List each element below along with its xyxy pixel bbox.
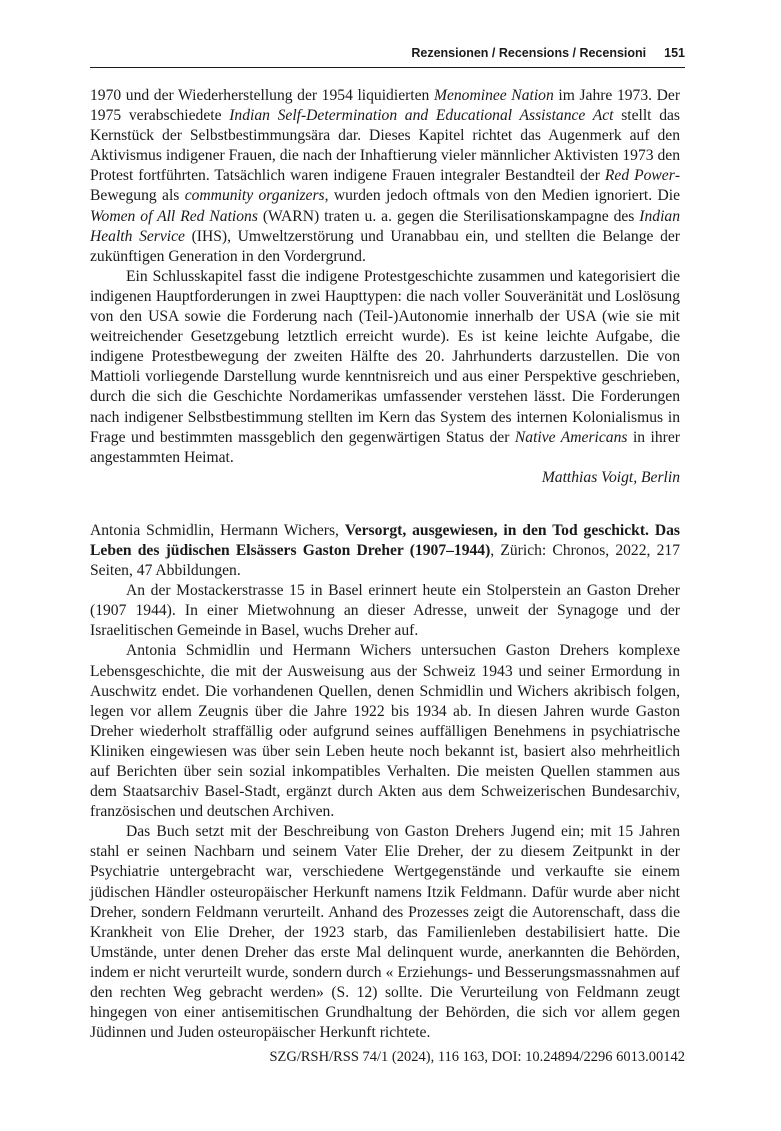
review1-paragraph-1: 1970 und der Wiederherstellung der 1954 liquidierten Menominee Nation im Jahre 1973. Der 1975 verabschiedete Indian Self-Determination and Educational Assistance Act stellt das Kernstück der Selbstbestimmungsära dar. Dieses Kapitel richtet das Augenmerk auf den Aktivismus indigener Frauen, die nach der Inhaftierung vieler männlicher Aktivisten 1973 den Protest fortführten. Tatsächlich waren indigene Frauen integraler Bestandteil der Red Power-Bewegung als community organizers, wurden jedoch oftmals von den Medien ignoriert. Die Women of All Red Nations (WARN) traten u. a. gegen die Sterilisationskampagne des Indian Health Service (IHS), Umweltzerstörung und Uranabbau ein, und stellten die Belange der zukünftigen Generation in den Vordergrund. bbox=[90, 87, 681, 265]
review2-paragraph-2: Antonia Schmidlin und Hermann Wichers untersuchen Gaston Drehers komplexe Lebensgeschichte, die mit der Ausweisung aus der Schweiz 1943 und seiner Ermordung in Auschwitz endet. Die vorhandenen Quellen, denen Schmidlin und Wichers akribisch folgen, legen vor allem Zeugnis über die Jahre 1922 bis 1934 ab. In diesen Jahren wurde Gaston Dreher wiederholt straffällig oder aufgrund seines auffälligen Benehmens in psychiatrische Kliniken eingewiesen was über sein Leben heute noch bekannt ist, basiert also mehrheitlich auf Berichten über sein sozial inkompatibles Verhalten. Die meisten Quellen stammen aus dem Staatsarchiv Basel-Stadt, ergänzt durch Akten aus dem Schweizerischen Bundesarchiv, französischen und deutschen Archiven. bbox=[90, 642, 680, 821]
review2-paragraph-1: An der Mostackerstrasse 15 in Basel erinnert heute ein Stolperstein an Gaston Dreher (1907 1944). In einer Mietwohnung an dieser Adresse, unweit der Synagoge und der Israelitischen Gemeinde in Basel, wuchs Dreher auf. bbox=[90, 582, 680, 640]
page-number: 151 bbox=[664, 46, 685, 60]
book-title: Versorgt, ausgewiesen, in den Tod geschickt. Das Leben des jüdischen Elsässers Gaston Dreher (1907–1944) bbox=[90, 521, 680, 559]
review1-paragraph-2: Ein Schlusskapitel fasst die indigene Protestgeschichte zusammen und kategorisiert die indigenen Hauptforderungen in zwei Haupttypen: die nach voller Souveränität und Loslösung von den USA sowie die Forderung nach (Teil-)Autonomie innerhalb der USA (wie sie mit weitreichender Gesetzgebung letztlich erreicht wurde). Es ist keine leichte Aufgabe, die indigene Protestbewegung der zweiten Hälfte des 20. Jahrhunderts darzustellen. Die von Mattioli vorliegende Darstellung wurde kenntnisreich und aus einer Perspektive geschrieben, durch die sich die Geschichte Nordamerikas umfassender verstehen lässt. Die Forderungen nach indigener Selbstbestimmung stellten im Kern das System des internen Kolonialismus in Frage und bestimmten massgeblich den gegenwärtigen Status der Native Americans in ihrer angestammten Heimat. bbox=[90, 267, 680, 466]
header-rule bbox=[90, 67, 685, 68]
running-header bbox=[90, 46, 685, 60]
running-title: Rezensionen / Recensions / Recensioni bbox=[411, 46, 647, 60]
reviewer-signature: Matthias Voigt, Berlin bbox=[541, 468, 680, 486]
journal-citation-footer: SZG/RSH/RSS 74/1 (2024), 116 163, DOI: 10.24894/2296 6013.00142 bbox=[269, 1049, 685, 1065]
page-body bbox=[90, 86, 680, 1043]
review2-paragraph-3: Das Buch setzt mit der Beschreibung von Gaston Drehers Jugend ein; mit 15 Jahren stahl er seinen Nachbarn und seinem Vater Elie Dreher, der zu diesem Zeitpunkt in der Psychiatrie untergebracht war, verschiedene Wertgegenstände und verkaufte sie einem jüdischen Händler osteuropäischer Herkunft namens Itzik Feldmann. Dafür wurde aber nicht Dreher, sondern Feldmann verurteilt. Anhand des Prozesses zeigt die Autorenschaft, dass die Krankheit von Elie Dreher, der 1923 starb, das Familienleben destabilisiert hatte. Die Umstände, unter denen Dreher das erste Mal delinquent wurde, anerkannten die Behörden, indem er nicht verurteilt wurde, sondern durch « Erziehungs- und Besserungsmassnahmen auf den rechten Weg gebracht werden» (S. 12) sollte. Die Verurteilung von Feldmann zeugt hingegen von einer antisemitischen Grundhaltung der Behörden, die sich vor allem gegen Jüdinnen und Juden osteuropäischer Herkunft richtete. bbox=[90, 823, 680, 1042]
review2-bibliographic-heading: Antonia Schmidlin, Hermann Wichers, Versorgt, ausgewiesen, in den Tod geschickt. Das Leben des jüdischen Elsässers Gaston Dreher (1907–1944), Zürich: Chronos, 2022, 217 Seiten, 47 Abbildungen. bbox=[90, 521, 680, 580]
